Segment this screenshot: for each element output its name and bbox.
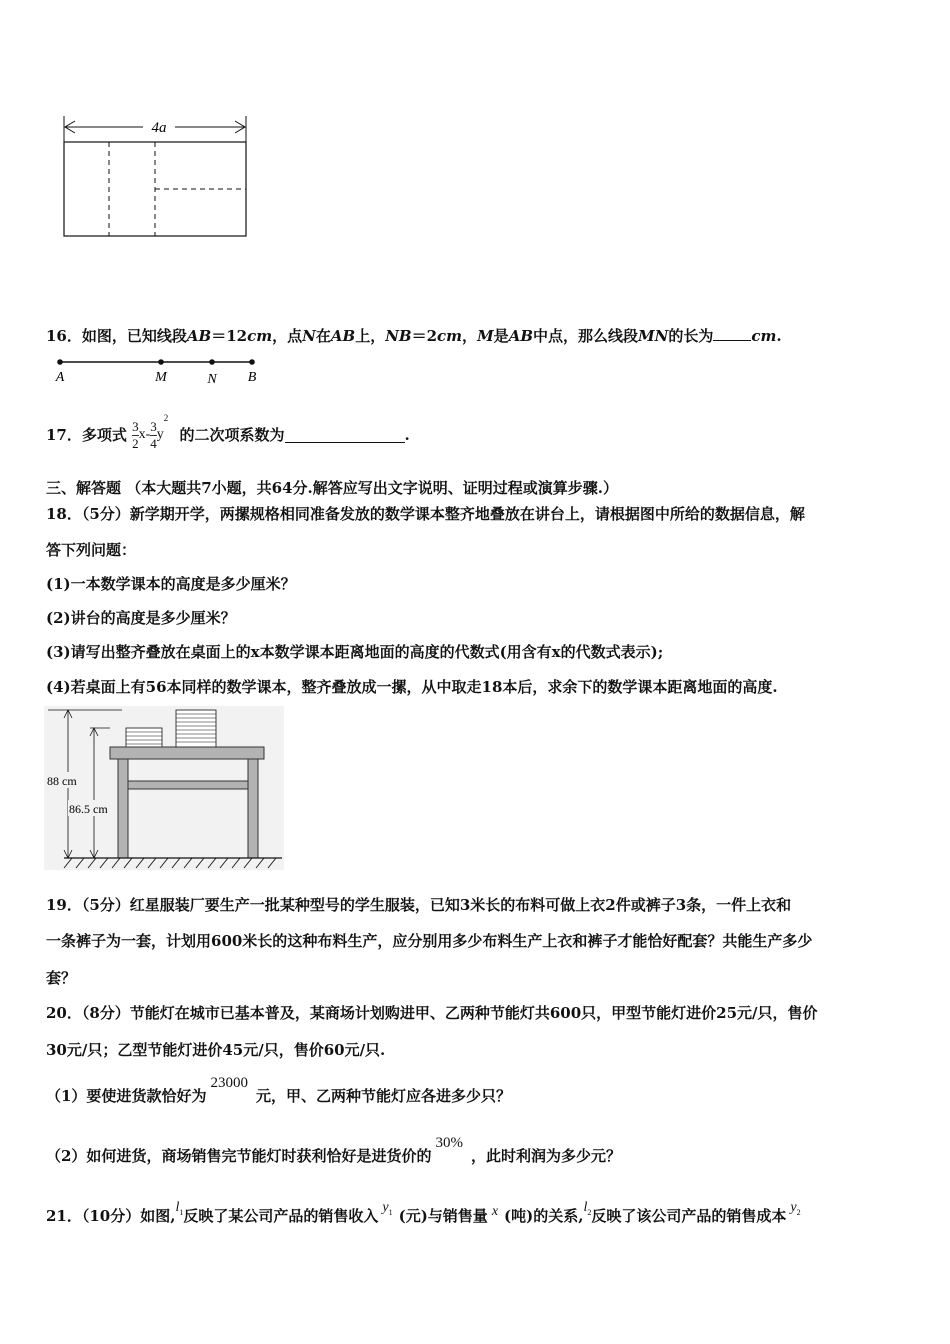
point-label-b: B: [247, 370, 257, 385]
question-21: 21．（10分）如图$,l_1$反映了某公司产品的销售收入 $y_1$ (元)与销售量 x (吨)的关系$,l_2$反映了该公司产品的销售成本 $y_2$: [46, 1200, 801, 1225]
question-19-line-1: 19．（5分）红星服装厂要生产一批某种型号的学生服装，已知3米长的布料可做上衣2件或裤子3条，一件上衣和: [46, 896, 792, 914]
question-19-line-2: 一条裤子为一套，计划用600米长的这种布料生产，应分别用多少布料生产上衣和裤子才能恰好配套？共能生产多少: [46, 932, 813, 950]
book-stack-small: [126, 728, 162, 747]
fraction-1: $\frac{3}{2}$: [132, 418, 139, 451]
answer-blank[interactable]: [285, 428, 405, 443]
point-m: [158, 359, 164, 365]
table-figure: [44, 706, 284, 870]
question-18-part-2: (2)讲台的高度是多少厘米？: [46, 609, 236, 627]
question-20-part-1: （1）要使进货款恰好为23000元，甲、乙两种节能灯应各进多少只？: [46, 1075, 511, 1105]
fraction-2: $\frac{3}{4}$: [150, 418, 157, 451]
question-18-line-1: 18．（5分）新学期开学，两摞规格相同准备发放的数学课本整齐地叠放在讲台上，请根据图中所给的数据信息，解: [46, 505, 805, 523]
rectangle-figure: [55, 112, 255, 244]
question-18-line-2: 答下列问题：: [46, 541, 137, 559]
question-18-part-4: (4)若桌面上有56本同样的数学课本，整齐叠放成一摞，从中取走18本后，求余下的数学课本距离地面的高度.: [46, 678, 778, 696]
label-88cm: 88 cm: [47, 774, 77, 788]
question-16: 16．如图，已知线段AB＝12cm，点N在AB上，NB＝2cm，M是AB中点，那么线段MN的长为 cm.: [46, 327, 782, 345]
point-a: [57, 359, 63, 365]
length-label: 4a: [151, 120, 167, 136]
point-b: [249, 359, 255, 365]
question-19-line-3: 套？: [46, 969, 77, 987]
question-17: 17．多项式 $\frac{3}{2}$ $x-\frac{3}{4}$ $y^2$ 的二次项系数为 .: [46, 413, 410, 451]
point-label-n: N: [207, 372, 217, 386]
point-n: [209, 359, 215, 365]
question-18-part-1: (1)一本数学课本的高度是多少厘米？: [46, 575, 296, 593]
question-18-part-3: (3)请写出整齐叠放在桌面上的x本数学课本距离地面的高度的代数式(用含有x的代数式表示);: [46, 643, 664, 661]
segment-figure: [48, 354, 268, 386]
question-20-line-2: 30元/只；乙型节能灯进价45元/只，售价60元/只.: [46, 1041, 386, 1059]
point-label-a: A: [55, 370, 65, 385]
section-header: 三、解答题 （本大题共7小题，共64分.解答应写出文字说明、证明过程或演算步骤.）: [46, 479, 618, 497]
question-20-line-1: 20．（8分）节能灯在城市已基本普及，某商场计划购进甲、乙两种节能灯共600只，甲型节能灯进价25元/只，售价: [46, 1004, 818, 1022]
book-stack-large: [176, 710, 216, 747]
point-label-m: M: [155, 370, 167, 385]
label-86-5cm: 86.5 cm: [69, 802, 108, 816]
question-20-part-2: （2）如何进货，商场销售完节能灯时获利恰好是进货价的30%，此时利润为多少元？: [46, 1135, 621, 1165]
answer-blank[interactable]: [713, 326, 751, 341]
